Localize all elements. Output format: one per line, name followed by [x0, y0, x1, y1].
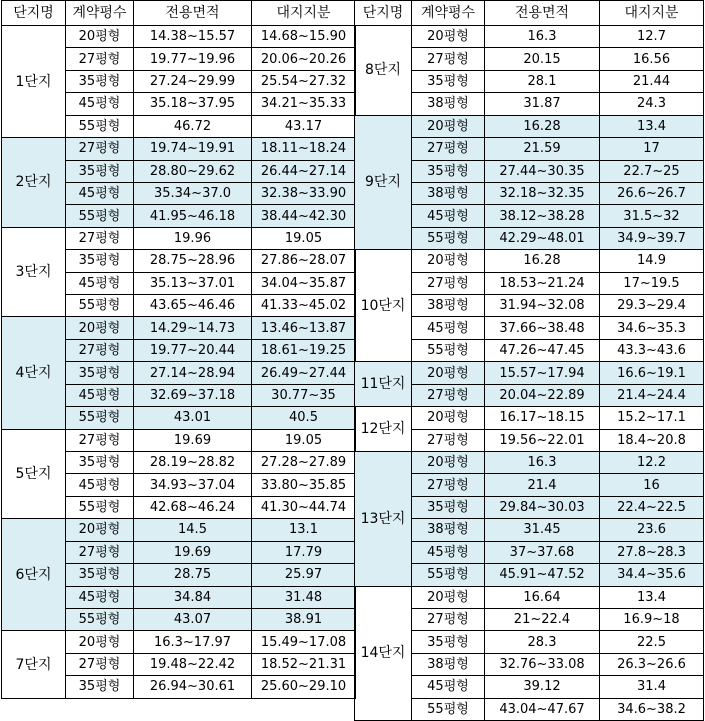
complex-name: 2단지 [2, 138, 66, 228]
table-row [2, 429, 356, 451]
land-share-cell: 30.77~35 [252, 384, 356, 406]
land-share-cell: 25.54~27.32 [252, 70, 356, 92]
exclusive-area-cell: 19.56~22.01 [485, 429, 600, 451]
exclusive-area-cell: 27.24~29.99 [134, 70, 252, 92]
exclusive-area-cell: 28.75~28.96 [134, 250, 252, 272]
exclusive-area-cell: 45.91~47.52 [485, 564, 600, 586]
contract-size-cell: 27평형 [66, 653, 134, 675]
contract-size-cell: 35평형 [412, 631, 485, 653]
contract-size-cell: 35평형 [66, 452, 134, 474]
table-row [355, 452, 704, 474]
complex-name: 1단지 [2, 26, 66, 138]
contract-size-cell: 20평형 [66, 317, 134, 339]
table-row [2, 26, 356, 48]
exclusive-area-cell: 47.26~47.45 [485, 339, 600, 361]
contract-size-cell: 55평형 [66, 496, 134, 518]
contract-size-cell: 35평형 [66, 676, 134, 698]
land-share-cell: 17 [600, 138, 704, 160]
land-share-cell: 14.9 [600, 250, 704, 272]
contract-size-cell: 35평형 [66, 250, 134, 272]
land-share-cell: 25.97 [252, 564, 356, 586]
land-share-cell: 13.4 [600, 115, 704, 137]
contract-size-cell: 38평형 [412, 653, 485, 675]
land-share-cell: 24.3 [600, 93, 704, 115]
right-table [354, 0, 704, 721]
exclusive-area-cell: 28.75 [134, 564, 252, 586]
contract-size-cell: 45평형 [412, 676, 485, 698]
header-exclusive-area: 전용면적 [485, 1, 600, 26]
contract-size-cell: 20평형 [412, 250, 485, 272]
land-share-cell: 43.3~43.6 [600, 339, 704, 361]
land-share-cell: 38.44~42.30 [252, 205, 356, 227]
land-share-cell: 29.3~29.4 [600, 295, 704, 317]
land-share-cell: 18.4~20.8 [600, 429, 704, 451]
exclusive-area-cell: 16.28 [485, 115, 600, 137]
exclusive-area-cell: 20.15 [485, 48, 600, 70]
land-share-cell: 17~19.5 [600, 272, 704, 294]
land-share-cell: 22.5 [600, 631, 704, 653]
contract-size-cell: 27평형 [412, 138, 485, 160]
contract-size-cell: 55평형 [66, 115, 134, 137]
exclusive-area-cell: 19.77~20.44 [134, 339, 252, 361]
contract-size-cell: 55평형 [412, 698, 485, 720]
land-share-cell: 23.6 [600, 519, 704, 541]
header-complex: 단지명 [355, 1, 412, 26]
contract-size-cell: 35평형 [412, 70, 485, 92]
contract-size-cell: 45평형 [66, 272, 134, 294]
exclusive-area-cell: 35.13~37.01 [134, 272, 252, 294]
land-share-cell: 38.91 [252, 608, 356, 630]
header-land-share: 대지지분 [600, 1, 704, 26]
land-share-cell: 15.2~17.1 [600, 407, 704, 429]
contract-size-cell: 35평형 [66, 70, 134, 92]
exclusive-area-cell: 43.04~47.67 [485, 698, 600, 720]
exclusive-area-cell: 32.69~37.18 [134, 384, 252, 406]
contract-size-cell: 55평형 [66, 608, 134, 630]
exclusive-area-cell: 14.29~14.73 [134, 317, 252, 339]
land-share-cell: 14.68~15.90 [252, 26, 356, 48]
land-share-cell: 20.06~20.26 [252, 48, 356, 70]
exclusive-area-cell: 16.17~18.15 [485, 407, 600, 429]
contract-size-cell: 55평형 [66, 295, 134, 317]
contract-size-cell: 27평형 [412, 48, 485, 70]
land-share-cell: 34.4~35.6 [600, 564, 704, 586]
complex-name: 14단지 [355, 586, 412, 721]
land-share-cell: 32.38~33.90 [252, 182, 356, 204]
complex-name: 7단지 [2, 631, 66, 698]
contract-size-cell: 45평형 [412, 541, 485, 563]
land-share-cell: 12.7 [600, 26, 704, 48]
contract-size-cell: 55평형 [412, 227, 485, 249]
exclusive-area-cell: 42.29~48.01 [485, 227, 600, 249]
complex-name: 5단지 [2, 429, 66, 519]
exclusive-area-cell: 26.94~30.61 [134, 676, 252, 698]
exclusive-area-cell: 28.19~28.82 [134, 452, 252, 474]
exclusive-area-cell: 43.01 [134, 407, 252, 429]
land-share-cell: 16.6~19.1 [600, 362, 704, 384]
exclusive-area-cell: 16.3~17.97 [134, 631, 252, 653]
land-share-cell: 43.17 [252, 115, 356, 137]
contract-size-cell: 38평형 [412, 182, 485, 204]
exclusive-area-cell: 39.12 [485, 676, 600, 698]
contract-size-cell: 35평형 [412, 496, 485, 518]
contract-size-cell: 45평형 [66, 182, 134, 204]
table-row [2, 227, 356, 249]
contract-size-cell: 27평형 [66, 48, 134, 70]
land-share-cell: 16 [600, 474, 704, 496]
land-share-cell: 26.49~27.44 [252, 362, 356, 384]
contract-size-cell: 38평형 [412, 295, 485, 317]
table-row [2, 519, 356, 541]
complex-name: 8단지 [355, 26, 412, 116]
contract-size-cell: 27평형 [412, 474, 485, 496]
exclusive-area-cell: 14.5 [134, 519, 252, 541]
table-row [2, 631, 356, 653]
exclusive-area-cell: 34.84 [134, 586, 252, 608]
contract-size-cell: 45평형 [66, 384, 134, 406]
land-share-cell: 40.5 [252, 407, 356, 429]
header-land-share: 대지지분 [252, 1, 356, 26]
land-share-cell: 21.4~24.4 [600, 384, 704, 406]
contract-size-cell: 20평형 [412, 362, 485, 384]
land-share-cell: 34.6~35.3 [600, 317, 704, 339]
contract-size-cell: 27평형 [66, 138, 134, 160]
land-share-cell: 31.5~32 [600, 205, 704, 227]
land-share-cell: 16.9~18 [600, 608, 704, 630]
exclusive-area-cell: 14.38~15.57 [134, 26, 252, 48]
contract-size-cell: 20평형 [412, 586, 485, 608]
contract-size-cell: 45평형 [412, 317, 485, 339]
contract-size-cell: 20평형 [66, 519, 134, 541]
table-row [355, 407, 704, 429]
exclusive-area-cell: 15.57~17.94 [485, 362, 600, 384]
exclusive-area-cell: 16.3 [485, 26, 600, 48]
contract-size-cell: 45평형 [412, 205, 485, 227]
exclusive-area-cell: 32.76~33.08 [485, 653, 600, 675]
land-share-cell: 41.30~44.74 [252, 496, 356, 518]
contract-size-cell: 20평형 [412, 115, 485, 137]
land-share-cell: 22.4~22.5 [600, 496, 704, 518]
land-share-cell: 13.4 [600, 586, 704, 608]
exclusive-area-cell: 21~22.4 [485, 608, 600, 630]
complex-name: 6단지 [2, 519, 66, 631]
exclusive-area-cell: 27.44~30.35 [485, 160, 600, 182]
land-share-cell: 18.52~21.31 [252, 653, 356, 675]
table-row [355, 586, 704, 608]
contract-size-cell: 38평형 [412, 93, 485, 115]
exclusive-area-cell: 37~37.68 [485, 541, 600, 563]
header-exclusive-area: 전용면적 [134, 1, 252, 26]
land-share-cell: 34.6~38.2 [600, 698, 704, 720]
header-row [355, 1, 704, 26]
contract-size-cell: 38평형 [412, 519, 485, 541]
land-share-cell: 13.1 [252, 519, 356, 541]
exclusive-area-cell: 28.80~29.62 [134, 160, 252, 182]
header-contract-size: 계약평수 [412, 1, 485, 26]
table-row [2, 138, 356, 160]
complex-name: 4단지 [2, 317, 66, 429]
header-contract-size: 계약평수 [66, 1, 134, 26]
contract-size-cell: 20평형 [412, 407, 485, 429]
land-share-cell: 27.8~28.3 [600, 541, 704, 563]
land-share-cell: 18.11~18.24 [252, 138, 356, 160]
exclusive-area-cell: 31.94~32.08 [485, 295, 600, 317]
exclusive-area-cell: 20.04~22.89 [485, 384, 600, 406]
land-share-cell: 16.56 [600, 48, 704, 70]
land-share-cell: 31.4 [600, 676, 704, 698]
exclusive-area-cell: 31.45 [485, 519, 600, 541]
contract-size-cell: 55평형 [66, 205, 134, 227]
land-share-cell: 15.49~17.08 [252, 631, 356, 653]
contract-size-cell: 55평형 [412, 564, 485, 586]
table-row [355, 115, 704, 137]
land-share-cell: 27.28~27.89 [252, 452, 356, 474]
exclusive-area-cell: 35.18~37.95 [134, 93, 252, 115]
exclusive-area-cell: 19.96 [134, 227, 252, 249]
exclusive-area-cell: 29.84~30.03 [485, 496, 600, 518]
land-share-cell: 27.86~28.07 [252, 250, 356, 272]
contract-size-cell: 35평형 [412, 160, 485, 182]
contract-size-cell: 27평형 [66, 339, 134, 361]
exclusive-area-cell: 19.48~22.42 [134, 653, 252, 675]
exclusive-area-cell: 16.28 [485, 250, 600, 272]
exclusive-area-cell: 21.59 [485, 138, 600, 160]
table-row [355, 26, 704, 48]
exclusive-area-cell: 41.95~46.18 [134, 205, 252, 227]
header-row [2, 1, 356, 26]
exclusive-area-cell: 31.87 [485, 93, 600, 115]
land-share-cell: 34.04~35.87 [252, 272, 356, 294]
exclusive-area-cell: 19.77~19.96 [134, 48, 252, 70]
contract-size-cell: 20평형 [66, 26, 134, 48]
contract-size-cell: 27평형 [412, 272, 485, 294]
contract-size-cell: 27평형 [412, 608, 485, 630]
table-row [355, 250, 704, 272]
land-share-cell: 31.48 [252, 586, 356, 608]
contract-size-cell: 35평형 [66, 160, 134, 182]
contract-size-cell: 45평형 [66, 474, 134, 496]
exclusive-area-cell: 16.3 [485, 452, 600, 474]
land-share-cell: 26.3~26.6 [600, 653, 704, 675]
exclusive-area-cell: 37.66~38.48 [485, 317, 600, 339]
land-share-cell: 22.7~25 [600, 160, 704, 182]
exclusive-area-cell: 28.1 [485, 70, 600, 92]
land-share-cell: 19.05 [252, 227, 356, 249]
contract-size-cell: 27평형 [412, 384, 485, 406]
land-share-cell: 41.33~45.02 [252, 295, 356, 317]
land-share-cell: 18.61~19.25 [252, 339, 356, 361]
contract-size-cell: 27평형 [66, 227, 134, 249]
exclusive-area-cell: 32.18~32.35 [485, 182, 600, 204]
contract-size-cell: 55평형 [412, 339, 485, 361]
left-table [1, 0, 356, 699]
complex-name: 10단지 [355, 250, 412, 362]
table-row [2, 317, 356, 339]
exclusive-area-cell: 19.74~19.91 [134, 138, 252, 160]
exclusive-area-cell: 43.65~46.46 [134, 295, 252, 317]
land-share-cell: 34.9~39.7 [600, 227, 704, 249]
contract-size-cell: 27평형 [66, 541, 134, 563]
exclusive-area-cell: 21.4 [485, 474, 600, 496]
land-share-cell: 26.44~27.14 [252, 160, 356, 182]
land-share-cell: 21.44 [600, 70, 704, 92]
complex-name: 9단지 [355, 115, 412, 250]
header-complex: 단지명 [2, 1, 66, 26]
exclusive-area-cell: 43.07 [134, 608, 252, 630]
exclusive-area-cell: 18.53~21.24 [485, 272, 600, 294]
complex-name: 3단지 [2, 227, 66, 317]
complex-name: 11단지 [355, 362, 412, 407]
contract-size-cell: 45평형 [66, 93, 134, 115]
contract-size-cell: 45평형 [66, 586, 134, 608]
land-share-cell: 33.80~35.85 [252, 474, 356, 496]
land-share-cell: 26.6~26.7 [600, 182, 704, 204]
exclusive-area-cell: 28.3 [485, 631, 600, 653]
contract-size-cell: 20평형 [66, 631, 134, 653]
land-share-cell: 13.46~13.87 [252, 317, 356, 339]
contract-size-cell: 27평형 [66, 429, 134, 451]
exclusive-area-cell: 42.68~46.24 [134, 496, 252, 518]
land-share-cell: 17.79 [252, 541, 356, 563]
exclusive-area-cell: 27.14~28.94 [134, 362, 252, 384]
exclusive-area-cell: 46.72 [134, 115, 252, 137]
contract-size-cell: 27평형 [412, 429, 485, 451]
exclusive-area-cell: 16.64 [485, 586, 600, 608]
land-share-cell: 19.05 [252, 429, 356, 451]
contract-size-cell: 20평형 [412, 26, 485, 48]
exclusive-area-cell: 19.69 [134, 541, 252, 563]
exclusive-area-cell: 19.69 [134, 429, 252, 451]
contract-size-cell: 35평형 [66, 564, 134, 586]
land-share-cell: 34.21~35.33 [252, 93, 356, 115]
exclusive-area-cell: 38.12~38.28 [485, 205, 600, 227]
land-share-cell: 12.2 [600, 452, 704, 474]
land-share-cell: 25.60~29.10 [252, 676, 356, 698]
contract-size-cell: 20평형 [412, 452, 485, 474]
table-row [355, 362, 704, 384]
contract-size-cell: 55평형 [66, 407, 134, 429]
complex-name: 13단지 [355, 452, 412, 587]
exclusive-area-cell: 35.34~37.0 [134, 182, 252, 204]
exclusive-area-cell: 34.93~37.04 [134, 474, 252, 496]
contract-size-cell: 35평형 [66, 362, 134, 384]
complex-name: 12단지 [355, 407, 412, 452]
